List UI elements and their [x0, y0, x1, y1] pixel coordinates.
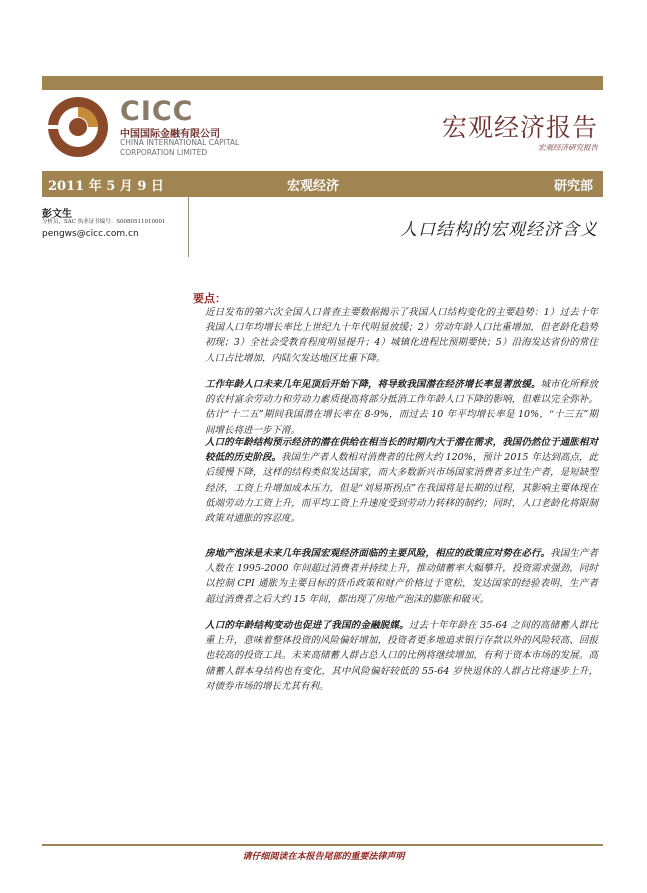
key-point-paragraph	[205, 546, 598, 607]
paragraph-lead: 人口的年龄结构变动也促进了我国的金融脱媒。	[205, 620, 409, 631]
paragraph-body: 我国生产者人数相对消费者的比例大约 120%，预计 2015 年达到高点，此后缓慢下降，这样的结构类似发达国家，而大多数新兴市场国家消费者多过生产者，是短缺型经济，工资上升增加成本压力，但是“刘易斯拐点”在我国将是长期的过程，其影响主要体现在低端劳动力工资上升，而平均工资上升速度受到劳动力转移的制约；同时，人口老龄化将限制政策对通胀的容忍度。	[205, 452, 598, 525]
author-name: 彭文生	[42, 209, 72, 220]
report-type-title: 宏观经济报告	[441, 113, 598, 142]
key-point-paragraph	[205, 435, 598, 526]
author-email[interactable]: pengws@cicc.com.cn	[42, 229, 139, 239]
info-bar	[42, 171, 603, 197]
paragraph-body: 城市化所释放的农村富余劳动力和劳动力素质提高将部分抵消工作年龄人口下降的影响，但难以完全弥补。估计“十二五”期间我国潜在增长率在 8-9%，而过去 10 年平均增长率是 10%，“十三五”期间增长将进一步下滑。	[205, 379, 598, 436]
author-certificate: 分析员，SAC 执业证书编号：S0080511010001	[42, 219, 166, 225]
cicc-logo-icon	[47, 96, 109, 158]
brand-logo-text: CICC	[120, 96, 194, 127]
legal-disclaimer-note: 请仔细阅读在本报告尾部的重要法律声明	[242, 852, 405, 862]
paragraph-lead: 工作年龄人口未来几年见顶后开始下降，将导致我国潜在经济增长率显著放缓。	[205, 379, 541, 390]
paragraph-body: 近日发布的第六次全国人口普查主要数据揭示了我国人口结构变化的主要趋势：1）过去十年我国人口年均增长率比上世纪九十年代明显放缓；2）劳动年龄人口比重增加，但老龄化趋势初现；3）全社会受教育程度明显提升；4）城镇化进程比预期要快；5）沿海发达省份的常住人口占比增加，内陆欠发达地区比重下降。	[205, 307, 598, 364]
brand-english-name-line2: CORPORATION LIMITED	[120, 148, 208, 157]
brand-chinese-name: 中国国际金融有限公司	[120, 129, 220, 140]
top-decorative-bar	[42, 76, 603, 90]
key-point-paragraph	[205, 618, 598, 694]
report-date: 2011 年 5 月 9 日	[48, 179, 164, 194]
column-divider	[188, 197, 189, 257]
report-category: 宏观经济	[287, 179, 340, 194]
key-points-label: 要点：	[193, 292, 226, 305]
paragraph-body: 过去十年年龄在 35-64 之间的高储蓄人群比重上升，意味着整体投资的风险偏好增加，投资者更多地追求银行存款以外的风险较高、回报也较高的投资工具。未来高储蓄人群占总人口的比例将继续增加，有利于资本市场的发展。高储蓄人群本身结构也有变化，其中风险偏好较低的 55-64 岁快退休的人群占比将逐步上升，对债券市场的增长尤其有利。	[205, 620, 598, 692]
paragraph-lead: 房地产泡沫是未来几年我国宏观经济面临的主要风险，相应的政策应对势在必行。	[205, 548, 551, 559]
footer-divider	[42, 844, 603, 846]
report-main-title: 人口结构的宏观经济含义	[400, 220, 598, 240]
report-subtype: 宏观经济研究报告	[538, 143, 598, 152]
paragraph-body: 我国生产者人数在 1995-2000 年间超过消费者并持续上升，推动储蓄率大幅攀升，投资需求强劲，同时以控制 CPI 通胀为主要目标的货币政策和财产价格过于宽松，发达国家的经验表明，生产者超过消费者之后大约 15 年间，都出现了房地产泡沫的膨胀和破灭。	[205, 548, 598, 605]
paragraph-lead: 人口的年龄结构预示经济的潜在供给在相当长的时期内大于潜在需求，我国仍然位于通胀相对较低的历史阶段。	[205, 437, 598, 464]
brand-english-name-line1: CHINA INTERNATIONAL CAPITAL	[120, 138, 240, 147]
key-point-paragraph	[205, 305, 598, 366]
department: 研究部	[553, 179, 593, 194]
key-point-paragraph	[205, 377, 598, 438]
